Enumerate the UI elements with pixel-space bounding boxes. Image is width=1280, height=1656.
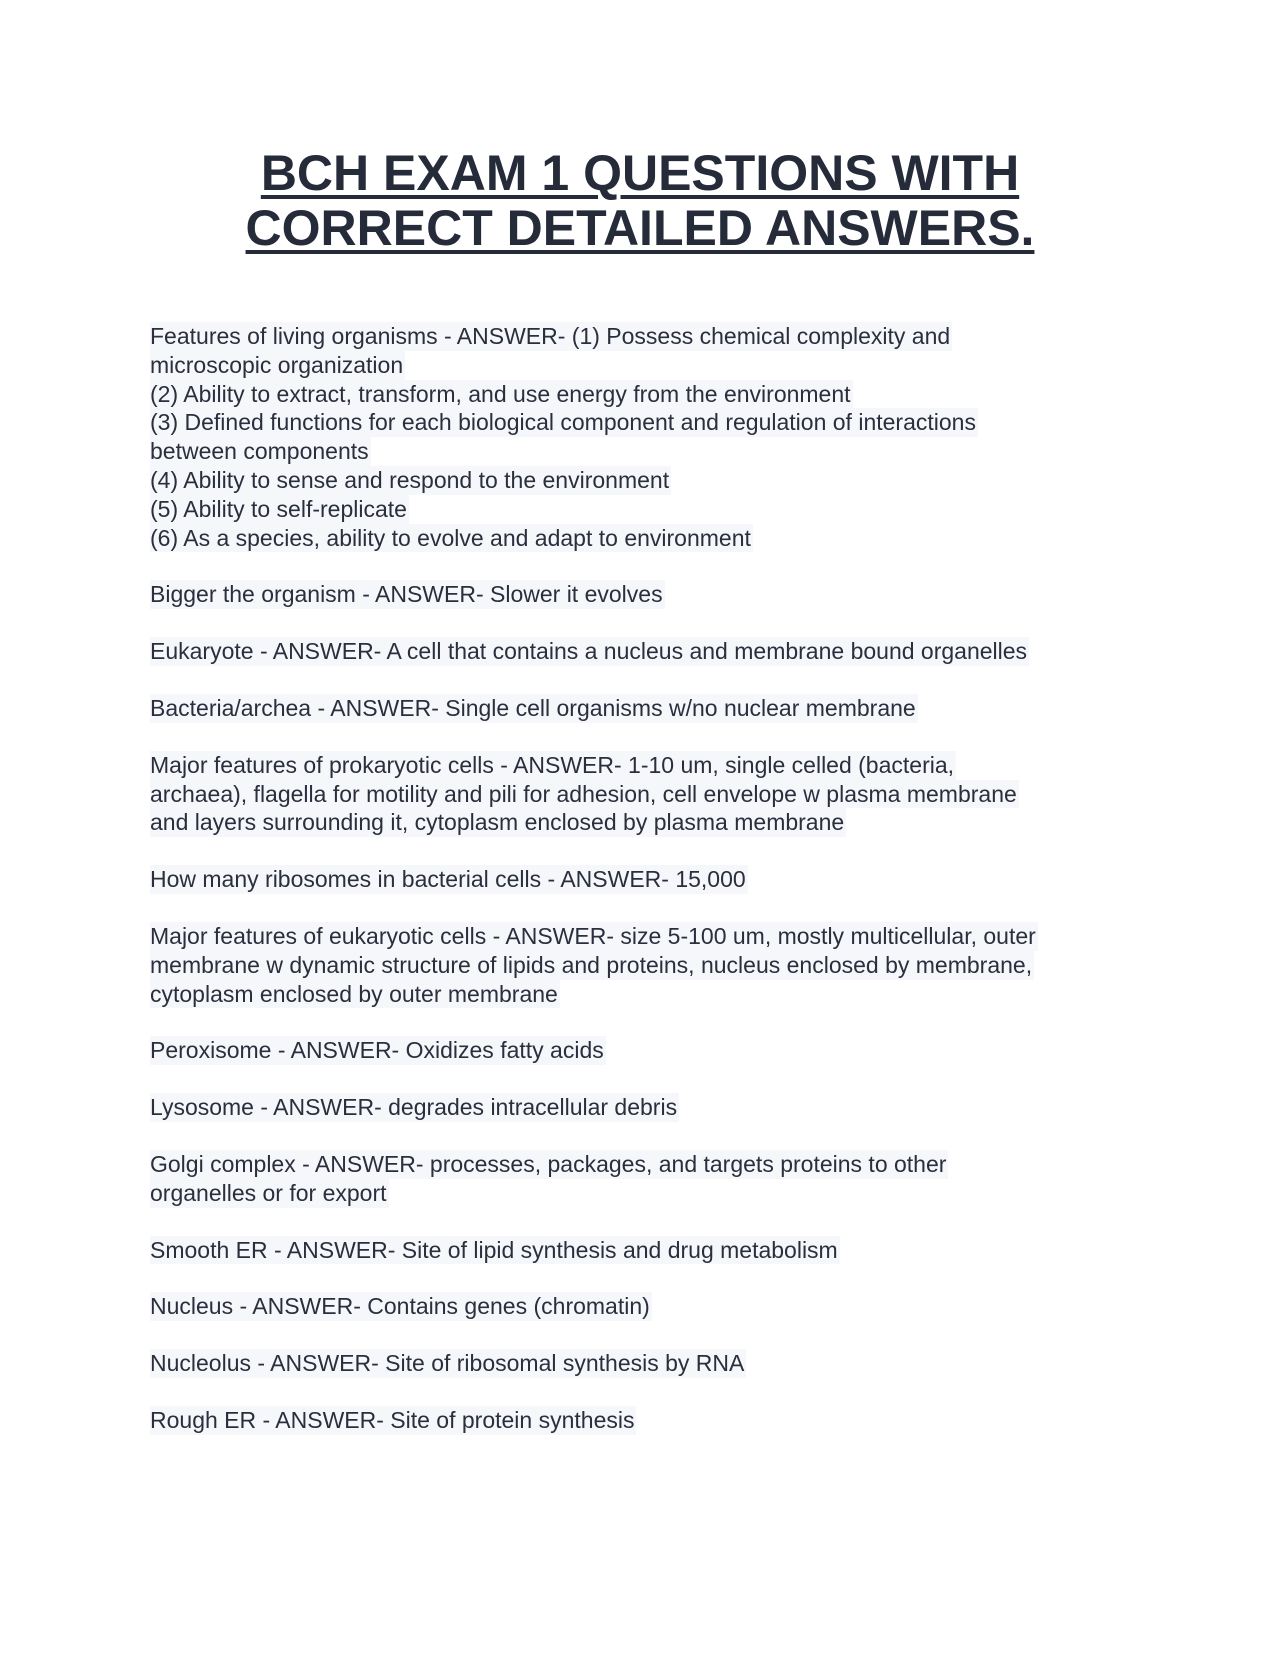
entry-spacer <box>150 894 1130 922</box>
qa-line: Features of living organisms - ANSWER- (1) Possess chemical complexity and <box>150 323 951 349</box>
qa-line: Peroxisome - ANSWER- Oxidizes fatty acids <box>150 1037 604 1064</box>
qa-entry-nucleolus <box>150 1349 1130 1378</box>
qa-list <box>150 322 1130 1435</box>
entry-spacer <box>150 1065 1130 1093</box>
entry-spacer <box>150 723 1130 751</box>
qa-line: cytoplasm enclosed by outer membrane <box>150 980 558 1007</box>
qa-line: and layers surrounding it, cytoplasm enclosed by plasma membrane <box>150 809 845 836</box>
qa-line: organelles or for export <box>150 1179 387 1206</box>
entry-spacer <box>150 1264 1130 1292</box>
qa-line: membrane w dynamic structure of lipids and proteins, nucleus enclosed by membrane, <box>150 951 1033 978</box>
qa-line: (6) As a species, ability to evolve and adapt to environment <box>150 524 751 551</box>
qa-line: Major features of prokaryotic cells - ANSWER- 1-10 um, single celled (bacteria, <box>150 751 955 778</box>
qa-line: Major features of eukaryotic cells - ANSWER- size 5-100 um, mostly multicellular, outer <box>150 922 1036 949</box>
entry-spacer <box>150 609 1130 637</box>
document-title-line-1: BCH EXAM 1 QUESTIONS WITH <box>260 145 1020 201</box>
qa-entry-ribosomes-count <box>150 865 1130 894</box>
document-title-line-2: CORRECT DETAILED ANSWERS. <box>245 200 1035 256</box>
qa-entry-nucleus <box>150 1292 1130 1321</box>
entry-spacer <box>150 837 1130 865</box>
qa-entry-smooth-er <box>150 1236 1130 1265</box>
qa-entry-features-of-living-organisms <box>150 322 1130 552</box>
qa-entry-lysosome <box>150 1093 1130 1122</box>
entry-spacer <box>150 1122 1130 1150</box>
qa-line: between components <box>150 438 369 465</box>
entry-spacer <box>150 1321 1130 1349</box>
qa-line: (3) Defined functions for each biological component and regulation of interactions <box>150 409 976 436</box>
entry-spacer <box>150 1208 1130 1236</box>
qa-entry-golgi-complex <box>150 1150 1130 1208</box>
entry-spacer <box>150 552 1130 580</box>
entry-spacer <box>150 1378 1130 1406</box>
qa-line: Smooth ER - ANSWER- Site of lipid synthesis and drug metabolism <box>150 1236 838 1263</box>
qa-entry-prokaryotic-features <box>150 751 1130 837</box>
qa-line: Golgi complex - ANSWER- processes, packages, and targets proteins to other <box>150 1150 947 1177</box>
qa-line: (5) Ability to self-replicate <box>150 495 407 522</box>
qa-line: (4) Ability to sense and respond to the environment <box>150 466 670 493</box>
qa-entry-peroxisome <box>150 1036 1130 1065</box>
qa-line: Rough ER - ANSWER- Site of protein synthesis <box>150 1406 635 1433</box>
qa-line: Nucleolus - ANSWER- Site of ribosomal synthesis by RNA <box>150 1350 745 1377</box>
entry-spacer <box>150 666 1130 694</box>
qa-line: How many ribosomes in bacterial cells - ANSWER- 15,000 <box>150 866 746 893</box>
qa-entry-rough-er <box>150 1406 1130 1435</box>
qa-line: microscopic organization <box>150 351 404 378</box>
qa-entry-eukaryotic-features <box>150 922 1130 1008</box>
qa-line: Bigger the organism - ANSWER- Slower it evolves <box>150 581 663 608</box>
qa-line: archaea), flagella for motility and pili for adhesion, cell envelope w plasma membrane <box>150 780 1017 807</box>
qa-line: (2) Ability to extract, transform, and use energy from the environment <box>150 380 851 407</box>
qa-line: Bacteria/archea - ANSWER- Single cell organisms w/no nuclear membrane <box>150 694 916 721</box>
qa-entry-eukaryote <box>150 637 1130 666</box>
qa-entry-bigger-the-organism <box>150 580 1130 609</box>
document-title <box>0 146 1280 256</box>
qa-entry-bacteria-archea <box>150 694 1130 723</box>
qa-line: Eukaryote - ANSWER- A cell that contains a nucleus and membrane bound organelles <box>150 638 1028 665</box>
qa-line: Lysosome - ANSWER- degrades intracellular debris <box>150 1094 678 1121</box>
qa-line: Nucleus - ANSWER- Contains genes (chromatin) <box>150 1293 650 1320</box>
entry-spacer <box>150 1008 1130 1036</box>
